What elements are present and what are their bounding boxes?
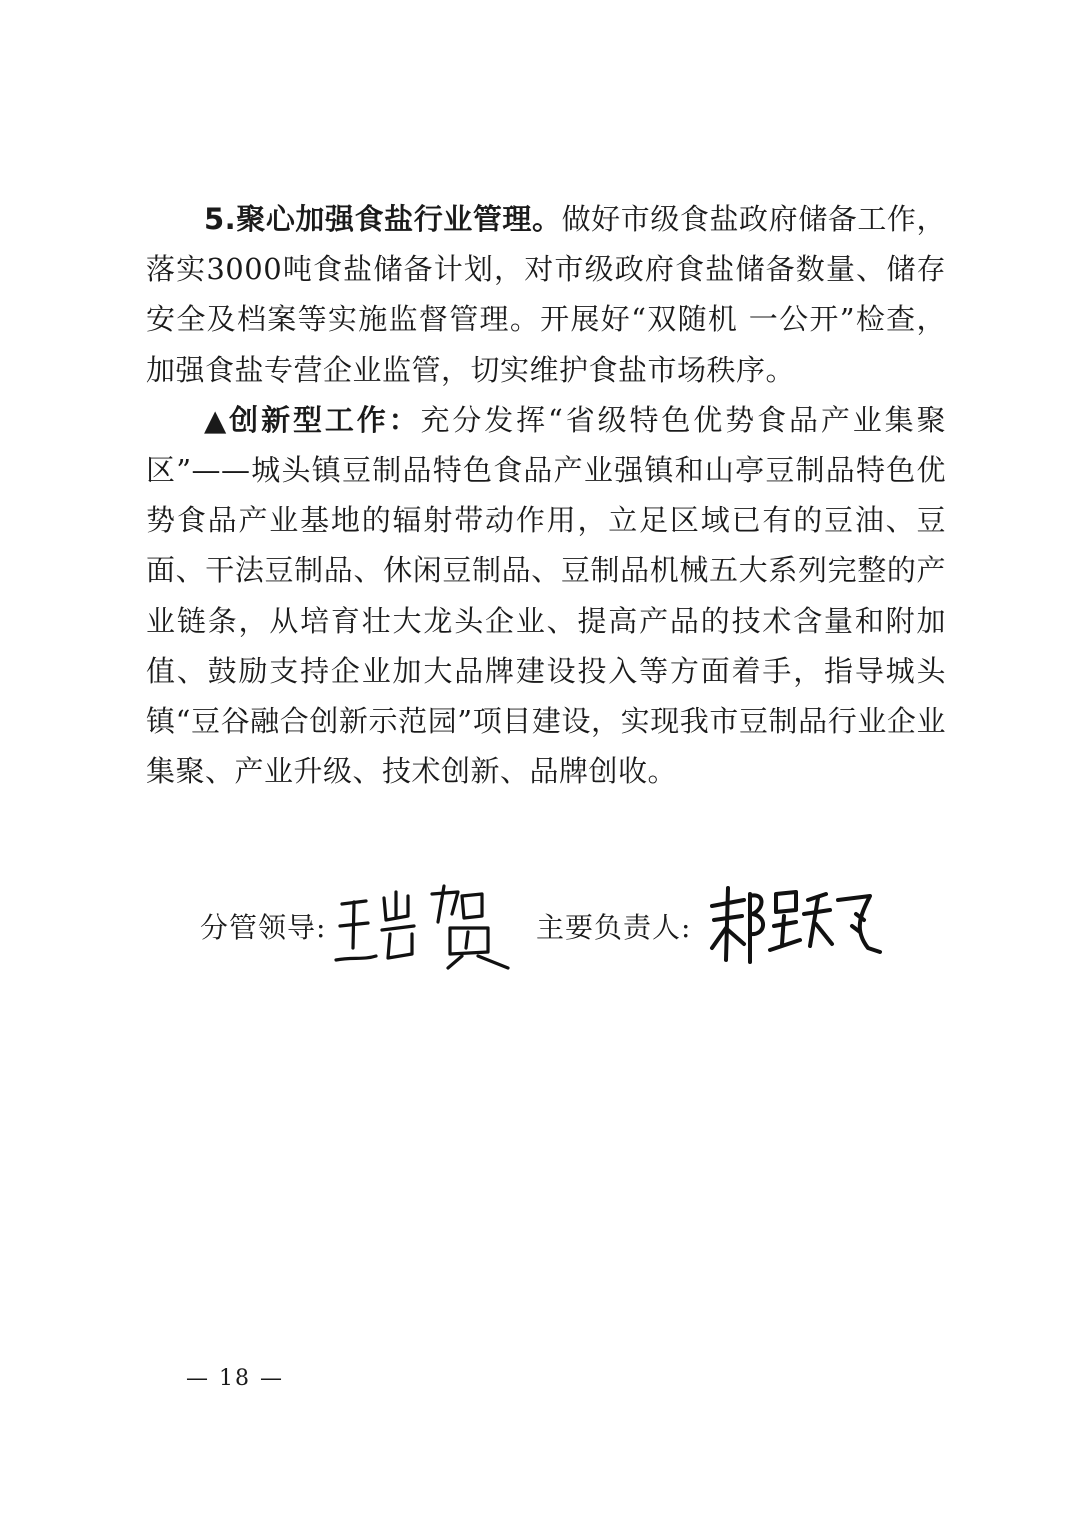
supervisor-signature bbox=[332, 874, 517, 970]
paragraph-heading: ▲创新型工作： bbox=[204, 402, 421, 437]
paragraph-innovation bbox=[146, 395, 946, 797]
signature-block bbox=[200, 868, 900, 978]
paragraph-text: 充分发挥“省级特色优势食品产业集聚区”——城头镇豆制品特色食品产业强镇和山亭豆制品特色优势食品产业基地的辐射带动作用，立足区域已有的豆油、豆面、干法豆制品、休闲豆制品、豆制品机械五大系列完整的产业链条，从培育壮大龙头企业、提高产品的技术含量和附加值、鼓励支持企业加大品牌建设投入等方面着手，指导城头镇“豆谷融合创新示范园”项目建设，实现我市豆制品行业企业集聚、产业升级、技术创新、品牌创收。 bbox=[146, 402, 946, 789]
paragraph-heading: 5.聚心加强食盐行业管理。 bbox=[204, 202, 562, 236]
document-body bbox=[146, 194, 946, 796]
paragraph-salt-management bbox=[146, 194, 946, 395]
supervisor-label: 分管领导: bbox=[200, 911, 327, 944]
page-number: — 18 — bbox=[186, 1366, 284, 1391]
paragraph-text: 做好市级食盐政府储备工作，落实3000吨食盐储备计划，对市级政府食盐储备数量、储存安全及档案等实施监督管理。开展好“双随机 一公开”检查，加强食盐专营企业监管，切实维护食盐市场秩序。 bbox=[146, 202, 946, 387]
principal-label: 主要负责人: bbox=[536, 911, 692, 944]
principal-signature bbox=[704, 870, 884, 970]
